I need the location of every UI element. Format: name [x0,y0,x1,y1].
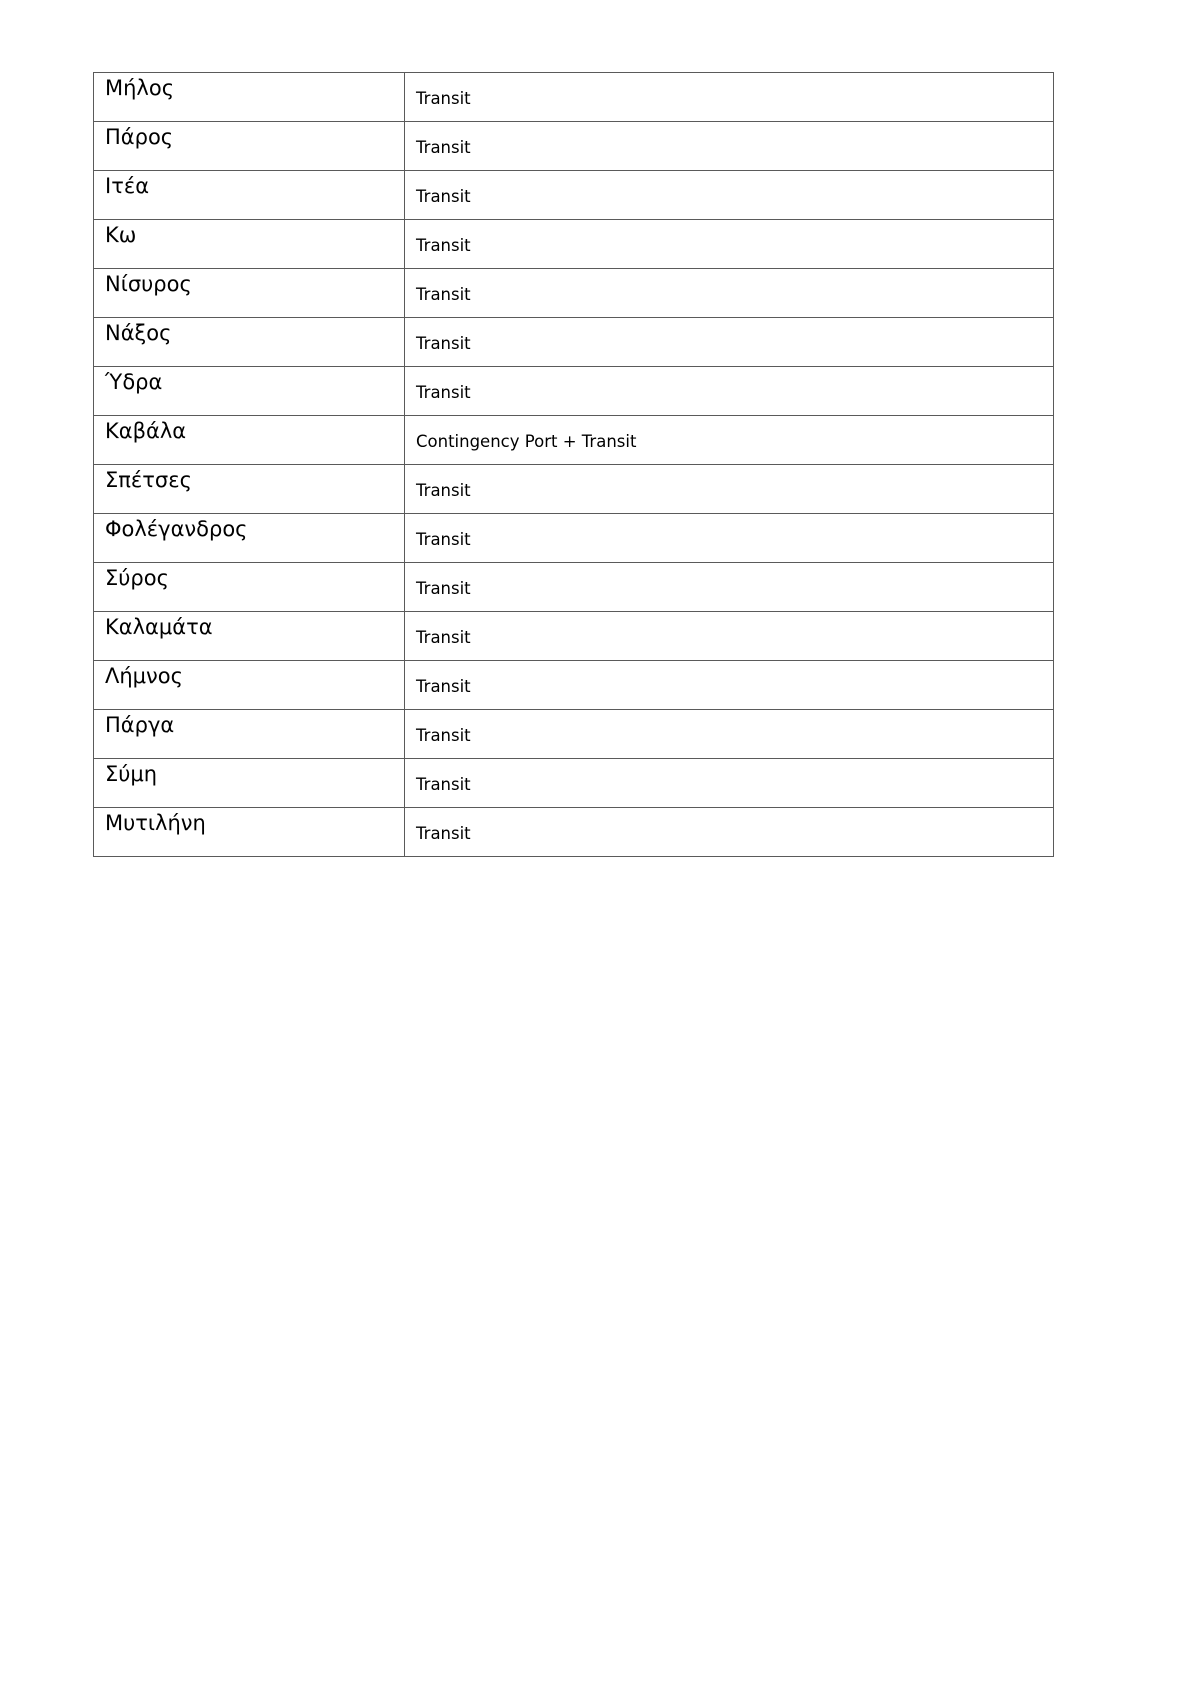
port-status-cell: Contingency Port + Transit [405,416,1054,465]
port-name-cell: Μυτιλήνη [94,808,405,857]
ports-table [93,72,1054,857]
port-name-cell: Λήμνος [94,661,405,710]
port-status-cell: Transit [405,367,1054,416]
port-name-cell: Σύρος [94,563,405,612]
port-name-cell: Μήλος [94,73,405,122]
table-row [94,465,1054,514]
port-status-cell: Transit [405,661,1054,710]
port-status-cell: Transit [405,612,1054,661]
table-row [94,759,1054,808]
port-name-cell: Σπέτσες [94,465,405,514]
port-status-cell: Transit [405,318,1054,367]
port-name-cell: Κω [94,220,405,269]
port-status-cell: Transit [405,122,1054,171]
port-status-cell: Transit [405,171,1054,220]
port-name-cell: Καβάλα [94,416,405,465]
port-name-cell: Νίσυρος [94,269,405,318]
port-status-cell: Transit [405,465,1054,514]
table-row [94,612,1054,661]
port-status-cell: Transit [405,808,1054,857]
table-row [94,661,1054,710]
table-row [94,73,1054,122]
table-row [94,563,1054,612]
table-row [94,269,1054,318]
table-row [94,220,1054,269]
port-name-cell: Καλαμάτα [94,612,405,661]
port-name-cell: Πάρος [94,122,405,171]
table-row [94,514,1054,563]
port-name-cell: Νάξος [94,318,405,367]
port-status-cell: Transit [405,220,1054,269]
port-status-cell: Transit [405,73,1054,122]
table-row [94,416,1054,465]
port-status-cell: Transit [405,759,1054,808]
port-status-cell: Transit [405,514,1054,563]
table-row [94,808,1054,857]
port-name-cell: Σύμη [94,759,405,808]
port-status-cell: Transit [405,269,1054,318]
port-name-cell: Φολέγανδρος [94,514,405,563]
port-name-cell: Ύδρα [94,367,405,416]
table-row [94,122,1054,171]
port-status-cell: Transit [405,563,1054,612]
port-name-cell: Πάργα [94,710,405,759]
port-name-cell: Ιτέα [94,171,405,220]
port-status-cell: Transit [405,710,1054,759]
table-row [94,318,1054,367]
table-row [94,171,1054,220]
table-row [94,710,1054,759]
table-row [94,367,1054,416]
